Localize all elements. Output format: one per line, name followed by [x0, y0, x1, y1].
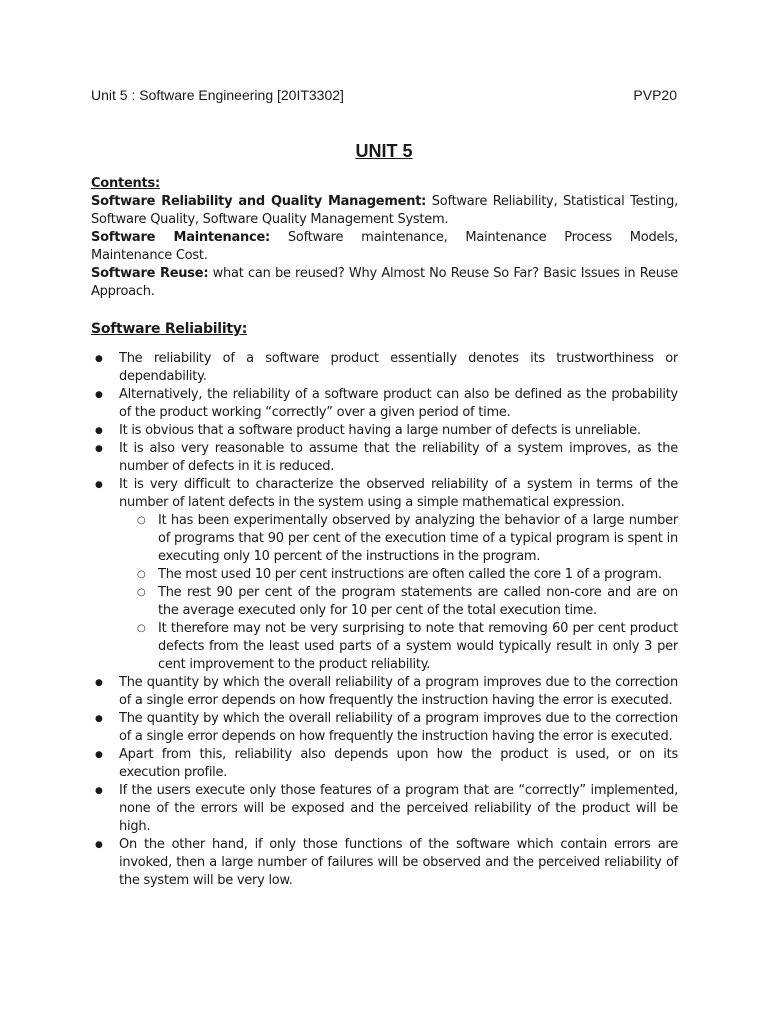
unit-title: UNIT 5: [355, 141, 413, 161]
contents-item: [91, 229, 678, 265]
sub-bullet-item: ○ The rest 90 per cent of the program statements are called non-core and are on the average executed only for 10 per cent of the total execution time.: [158, 584, 678, 620]
bullet-text: It is very difficult to characterize the observed reliability of a system in terms of the number of latent defects in the system using a simple mathematical expression.: [119, 477, 678, 510]
header-course-title: Unit 5 : Software Engineering [20IT3302]: [91, 87, 344, 103]
bullet-item: ● It is also very reasonable to assume that the reliability of a system improves, as the number of defects in it is reduced.: [91, 440, 678, 476]
sub-bullet-list: [119, 512, 678, 674]
contents-item-label: Software Maintenance:: [91, 230, 270, 245]
bullet-item: ● The quantity by which the overall reliability of a program improves due to the correction of a single error depends on how frequently the instruction having the error is executed.: [91, 674, 678, 710]
bullet-item: [91, 476, 678, 674]
contents-item-label: Software Reliability and Quality Management:: [91, 194, 427, 209]
contents-item-label: Software Reuse:: [91, 266, 209, 281]
contents-heading: Contents:: [91, 176, 160, 191]
bullet-item: ● Apart from this, reliability also depends upon how the product is used, or on its execution profile.: [91, 746, 678, 782]
contents-item: [91, 193, 678, 229]
bullet-item: ● The quantity by which the overall reliability of a program improves due to the correction of a single error depends on how frequently the instruction having the error is executed.: [91, 710, 678, 746]
bullet-item: ● On the other hand, if only those functions of the software which contain errors are invoked, then a large number of failures will be observed and the perceived reliability of the system will be very low.: [91, 836, 678, 890]
document-body: [91, 175, 678, 890]
contents-item-text: Software maintenance, Maintenance Process Models, Maintenance Cost.: [91, 230, 678, 263]
contents-item: [91, 265, 678, 301]
page-header: [91, 86, 677, 104]
sub-bullet-item: ○ It has been experimentally observed by analyzing the behavior of a large number of programs that 90 per cent of the execution time of a typical program is spent in executing only 10 percent of the instructions in the program.: [158, 512, 678, 566]
contents-item-text: what can be reused? Why Almost No Reuse So Far? Basic Issues in Reuse Approach.: [91, 266, 678, 299]
bullet-item: ● It is obvious that a software product having a large number of defects is unreliable.: [91, 422, 678, 440]
bullet-item: ● The reliability of a software product essentially denotes its trustworthiness or dependability.: [91, 350, 678, 386]
bullet-list: [91, 350, 678, 890]
bullet-item: ● Alternatively, the reliability of a software product can also be defined as the probability of the product working “correctly” over a given period of time.: [91, 386, 678, 422]
sub-bullet-item: ○ The most used 10 per cent instructions are often called the core 1 of a program.: [158, 566, 678, 584]
header-code: PVP20: [633, 87, 677, 103]
sub-bullet-item: ○ It therefore may not be very surprising to note that removing 60 per cent product defects from the least used parts of a system would typically result in only 3 per cent improvement to the product reliability.: [158, 620, 678, 674]
contents-item-text: Software Reliability, Statistical Testing, Software Quality, Software Quality Management System.: [91, 194, 678, 227]
bullet-item: ● If the users execute only those features of a program that are “correctly” implemented, none of the errors will be exposed and the perceived reliability of the product will be high.: [91, 782, 678, 836]
section-heading: Software Reliability:: [91, 321, 248, 337]
